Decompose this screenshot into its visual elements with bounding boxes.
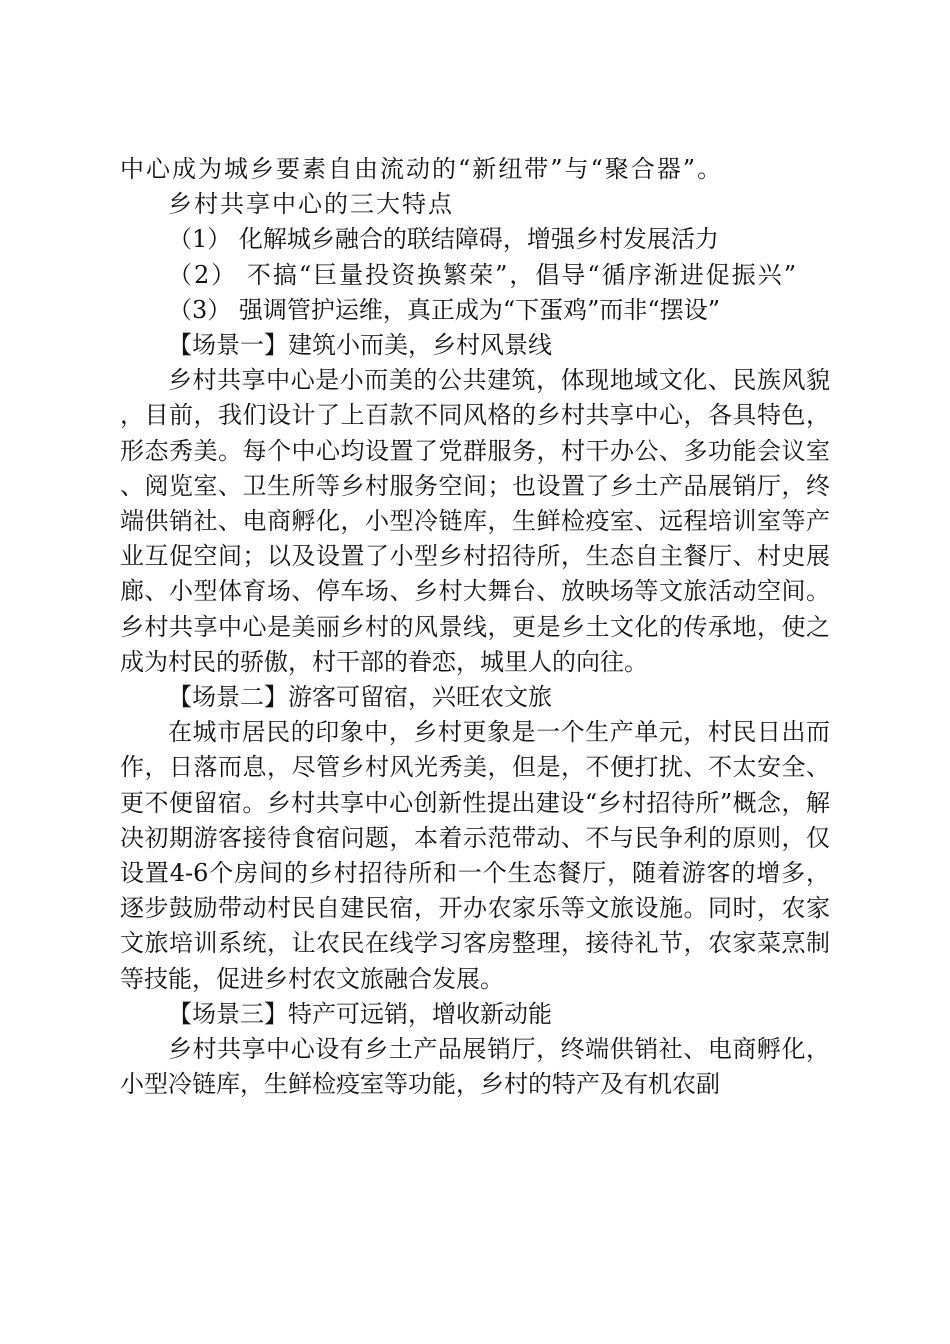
document-body xyxy=(120,152,830,1102)
scene-one-body: 乡村共享中心是小而美的公共建筑，体现地域文化、民族风貌，目前，我们设计了上百款不同风格的乡村共享中心，各具特色，形态秀美。每个中心均设置了党群服务，村干办公、多功能会议室、阅览室、卫生所等乡村服务空间；也设置了乡土产品展销厅，终端供销社、电商孵化，小型冷链库，生鲜检疫室、远程培训室等产业互促空间；以及设置了小型乡村招待所，生态自主餐厅、村史展廊、小型体育场、停车场、乡村大舞台、放映场等文旅活动空间。乡村共享中心是美丽乡村的风景线，更是乡土文化的传承地，使之成为村民的骄傲，村干部的眷恋，城里人的向往。 xyxy=(120,366,830,676)
feature-item-1: （1） 化解城乡融合的联结障碍，增强乡村发展活力 xyxy=(168,225,719,254)
scene-two-heading: 【场景二】游客可留宿，兴旺农文旅 xyxy=(168,683,552,712)
scene-one-heading: 【场景一】建筑小而美，乡村风景线 xyxy=(168,331,552,360)
section-title-features: 乡村共享中心的三大特点 xyxy=(168,190,454,219)
paragraph-continuation: 中心成为城乡要素自由流动的“新纽带”与“聚合器”。 xyxy=(120,155,724,183)
feature-item-2: （2） 不搞“巨量投资换繁荣”，倡导“循序渐进促振兴” xyxy=(168,260,798,289)
scene-two-body: 在城市居民的印象中，乡村更象是一个生产单元，村民日出而作，日落而息，尽管乡村风光秀美，但是，不便打扰、不太安全、更不便留宿。乡村共享中心创新性提出建设“乡村招待所”概念，解决初期游客接待食宿问题，本着示范带动、不与民争利的原则，仅设置4-6个房间的乡村招待所和一个生态餐厅，随着游客的增多，逐步鼓励带动村民自建民宿，开办农家乐等文旅设施。同时，农家文旅培训系统，让农民在线学习客房整理，接待礼节，农家菜烹制等技能，促进乡村农文旅融合发展。 xyxy=(120,718,830,993)
scene-three-heading: 【场景三】特产可远销，增收新动能 xyxy=(168,999,552,1028)
feature-item-3: （3） 强调管护运维，真正成为“下蛋鸡”而非“摆设” xyxy=(168,295,720,324)
scene-three-body: 乡村共享中心设有乡土产品展销厅，终端供销社、电商孵化，小型冷链库，生鲜检疫室等功能，乡村的特产及有机农副 xyxy=(120,1035,830,1099)
